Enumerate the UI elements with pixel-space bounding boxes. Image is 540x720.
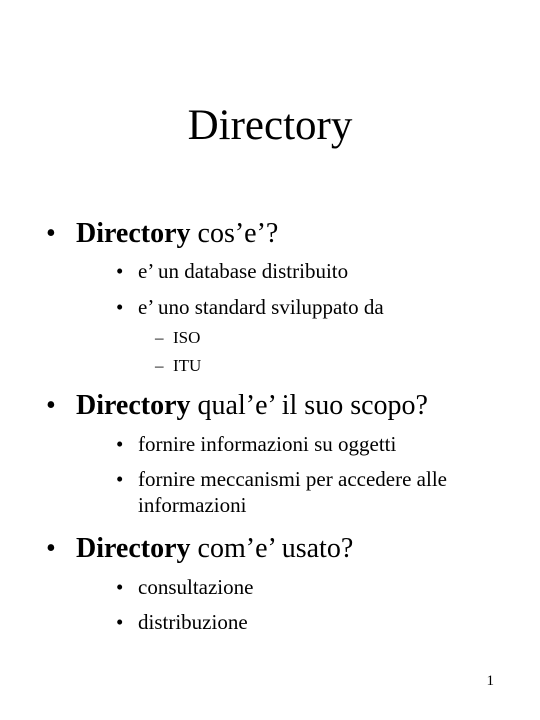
- bullet-icon: •: [46, 533, 56, 564]
- section-question: cos’e’?: [190, 218, 279, 249]
- list-item-text: distribuzione: [138, 610, 248, 634]
- sub-item-text: ISO: [173, 328, 201, 347]
- bullet-icon: •: [46, 390, 56, 421]
- list-item-text: e’ uno standard sviluppato da: [138, 295, 384, 319]
- section-heading: [46, 389, 428, 423]
- sub-item: [155, 355, 201, 377]
- list-item: [116, 294, 506, 320]
- list-item: [116, 609, 506, 635]
- list-item-text: fornire meccanismi per accedere alle informazioni: [138, 467, 447, 517]
- dash-icon: –: [155, 328, 164, 347]
- section-question: qual’e’ il suo scopo?: [190, 390, 428, 421]
- list-item: [116, 258, 506, 284]
- bullet-icon: •: [46, 218, 56, 249]
- list-item: [116, 431, 506, 457]
- dash-icon: –: [155, 356, 164, 375]
- section-keyword: Directory: [76, 218, 191, 249]
- list-item-text: fornire informazioni su oggetti: [138, 432, 397, 456]
- section-heading: [46, 217, 278, 251]
- list-item: [116, 466, 506, 518]
- section-question: com’e’ usato?: [190, 533, 354, 564]
- section-keyword: Directory: [76, 390, 191, 421]
- section-heading: [46, 532, 353, 566]
- list-item-text: consultazione: [138, 575, 254, 599]
- list-item: [116, 574, 506, 600]
- bullet-icon: •: [116, 610, 124, 634]
- page-number: 1: [486, 673, 494, 689]
- sub-item: [155, 327, 200, 349]
- bullet-icon: •: [116, 467, 124, 491]
- section-keyword: Directory: [76, 533, 191, 564]
- bullet-icon: •: [116, 432, 124, 456]
- bullet-icon: •: [116, 575, 124, 599]
- bullet-icon: •: [116, 295, 124, 319]
- list-item-text: e’ un database distribuito: [138, 259, 349, 283]
- bullet-icon: •: [116, 259, 124, 283]
- slide-title: Directory: [187, 102, 353, 149]
- sub-item-text: ITU: [173, 356, 202, 375]
